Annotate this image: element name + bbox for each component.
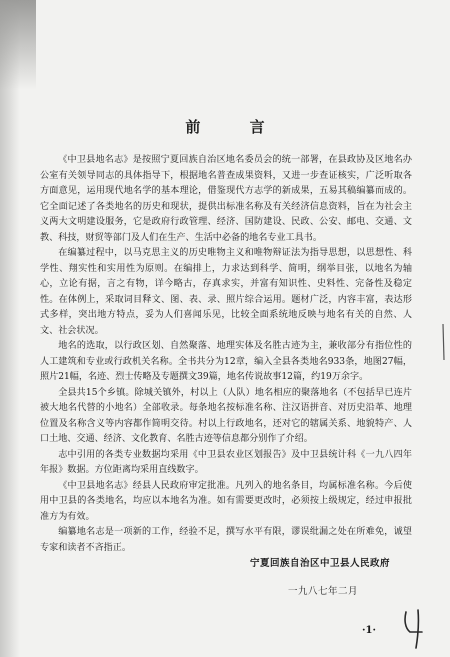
paragraph: 《中卫县地名志》是按照宁夏回族自治区地名委员会的统一部署，在县政协及区地名办公室有关领导同志的具体指导下，根据地名普查成果资料，又进一步查证核实，广泛听取各方面意见，运用现代地名学的基本理论，借鉴现代方志学的新成果，五易其稿编纂而成的。它全面记述了各类地名的历史和现状，提供出标准名称及有关经济信息资料，旨在为社会主义两大文明建设服务，它是政府行政管理、经济、国防建设、民政、公安、邮电、交通、文教、科技，财贸等部门及人们在生产、生活中必备的地名专业工具书。 xyxy=(40,155,412,243)
scan-shadow-left xyxy=(0,0,20,657)
page-number: ·1· xyxy=(362,625,376,636)
paragraph: 《中卫县地名志》经县人民政府审定批准。凡列入的地名条目，均属标准名称。今后使用中卫县的各类地名，均应以本地名为准。如有需要更改时，必须按上级规定，经过申报批准方为有效。 xyxy=(40,480,412,522)
paragraph: 编纂地名志是一项新的工作，经验不足，撰写水平有限，谬误纰漏之处在所难免，诚望专家和读者不吝指正。 xyxy=(40,527,412,553)
preface-body xyxy=(40,153,412,556)
paragraph: 地名的选取，以行政区划、自然聚落、地理实体及名胜古迹为主，兼收部分有指位性的人工建筑和专业或行政机关名称。全书共分为12章，编入全县各类地名933条，地图27幅，照片21幅，名迹、烈士传略及专题撰文39篇，地名传说故事12篇，约19万余字。 xyxy=(40,341,412,382)
scan-shadow-top xyxy=(0,0,36,90)
handwritten-mark-icon xyxy=(400,606,430,650)
page-title: 前 言 xyxy=(185,118,287,136)
paragraph: 在编纂过程中，以马克思主义的历史唯物主义和唯物辩证法为指导思想，以思想性、科学性、翔实性和实用性为原则。在编排上，力求达到科学、简明，纲举目张，以地名为轴心，立论有据，言之有物，详今略古，存真求实，并富有知识性、史料性、完备性及稳定性。在体例上，采取词目释文、图、表、录、照片综合运用。题材广泛，内容丰富，表达形式多样，突出地方特点，妥为人们喜闻乐见，比较全面系统地反映与地名有关的自然、人文、社会状况。 xyxy=(40,248,412,336)
scan-edge-mark xyxy=(441,322,446,362)
paragraph: 志中引用的各类专业数据均采用《中卫县农业区划报告》及中卫县统计科《一九八四年年报》数据。方位距离均采用直线数字。 xyxy=(40,449,412,475)
signature-date: 一九八七年二月 xyxy=(287,586,358,597)
signature-government: 宁夏回族自治区中卫县人民政府 xyxy=(249,558,390,569)
paragraph: 全县共15个乡镇。除城关镇外，村以上（人队）地名相应的聚落地名（不包括早已连片被大地名代替的小地名）全部收录。每条地名按标准名称、注汉语拼音、对历史沿革、地理位置及名称含义等内容都作简明交待。村以上行政地名，还对它的辖属关系、地貌特产、人口土地、交通、经济、文化教育、名胜古迹等信息都分别作了介绍。 xyxy=(40,387,412,444)
